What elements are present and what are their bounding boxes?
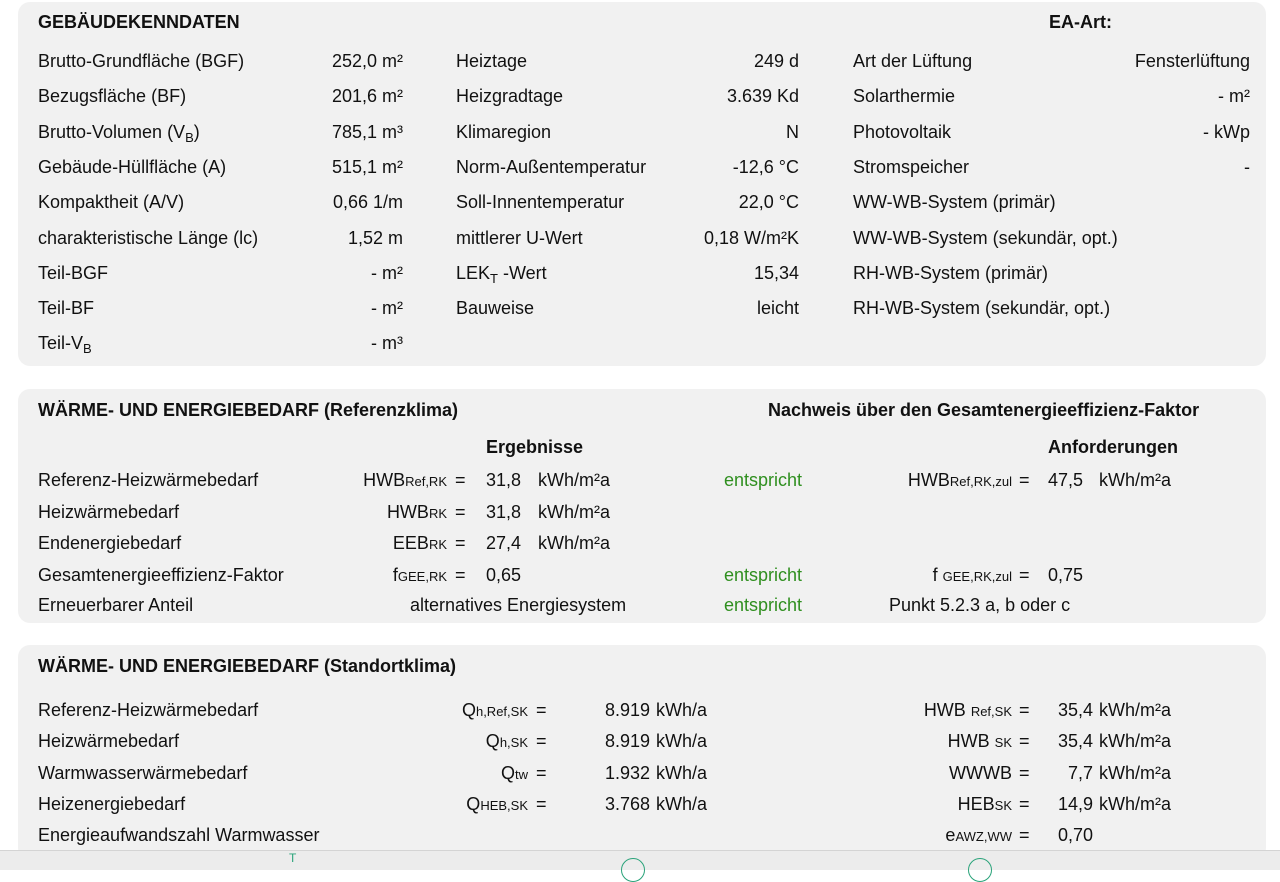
ref-label: Endenergiebedarf — [38, 533, 182, 554]
ref-symbol-base: HWB — [363, 470, 406, 490]
system-label: RH-WB-System (primär) — [853, 262, 1048, 283]
req-symbol-subscript: GEE,RK,zul — [942, 569, 1012, 585]
gk-label — [38, 156, 226, 178]
klima-label — [456, 191, 624, 213]
ref-symbol-subscript: Ref,RK — [405, 474, 447, 489]
gk-label-text: Brutto-Volumen (V — [38, 121, 186, 142]
klima-label-sub: T — [490, 270, 498, 286]
sk-req-symbol — [812, 762, 1012, 784]
req-value: 47,5 — [1048, 470, 1084, 490]
ref-symbol-base: HWB — [386, 501, 429, 522]
sk-req-symbol-subscript: SK — [994, 797, 1012, 813]
sk-req-unit: kWh/m²a — [1099, 700, 1171, 720]
ref-value: 0,65 — [486, 565, 522, 586]
ref-symbol-subscript: RK — [428, 537, 447, 553]
klima-label-text: Heizgradtage — [456, 86, 564, 107]
system-label: WW-WB-System (primär) — [853, 192, 1056, 213]
ref-status: entspricht — [724, 565, 803, 586]
sk-req-symbol-base: WWWB — [949, 762, 1012, 783]
sk-req-value: 35,4 — [1057, 700, 1093, 720]
gk-label — [38, 262, 108, 284]
req-unit: kWh/m²a — [1099, 470, 1171, 490]
ref-symbol — [247, 564, 447, 588]
ref-symbol-subscript: RK — [428, 505, 447, 521]
section-title-referenzklima: WÄRME- UND ENERGIEBEDARF (Referenzklima) — [38, 400, 459, 420]
sk-label: Heizwärmebedarf — [38, 731, 180, 752]
req-equals: = — [1019, 470, 1030, 490]
ref-equals: = — [455, 565, 466, 586]
req-equals: = — [1019, 565, 1030, 586]
sk-label: Warmwasserwärmebedarf — [38, 762, 248, 783]
sk-req-equals: = — [1019, 762, 1030, 783]
ref-symbol — [247, 532, 447, 556]
gk-label — [38, 50, 244, 72]
klima-value: 0,18 W/m²K — [703, 227, 799, 248]
gk-value: 0,66 1/m — [332, 192, 403, 213]
ref-equals: = — [455, 470, 466, 490]
ref-symbol-base: EEB — [392, 533, 429, 554]
sk-req-equals: = — [1019, 700, 1030, 720]
klima-value: 3.639 Kd — [726, 86, 799, 107]
gk-value: 515,1 m² — [331, 156, 403, 177]
gk-value: - m² — [371, 262, 403, 283]
erneuerbarer-anteil-label: Erneuerbarer Anteil — [38, 595, 194, 615]
sk-symbol-subscript: h,SK — [499, 735, 528, 751]
sk-req-symbol-subscript: Ref,SK — [970, 704, 1012, 719]
sk-unit: kWh/a — [656, 762, 708, 783]
gk-label — [38, 227, 258, 249]
erneuerbarer-anteil-requirement: Punkt 5.2.3 a, b oder c — [889, 595, 1071, 615]
klima-label-text: Heiztage — [456, 51, 528, 71]
ref-symbol-subscript: GEE,RK — [397, 569, 447, 585]
sk-symbol — [328, 730, 528, 754]
ref-unit: kWh/m²a — [538, 470, 610, 490]
req-symbol-subscript: Ref,RK,zul — [949, 474, 1012, 489]
ref-value: 31,8 — [486, 501, 522, 522]
sk-req-symbol-base: HEB — [957, 793, 995, 814]
ref-label: Gesamtenergieeffizienz-Faktor — [38, 565, 284, 586]
klima-value: leicht — [756, 298, 799, 319]
sk-symbol-subscript: HEB,SK — [480, 797, 528, 813]
gk-value: 252,0 m² — [331, 51, 403, 71]
ref-symbol-base: f — [392, 565, 398, 586]
ea-art-label: EA-Art: — [1049, 12, 1112, 32]
gk-value: - m³ — [371, 333, 403, 354]
req-symbol — [812, 469, 1012, 493]
sk-value: 8.919 — [604, 731, 650, 752]
klima-label-tail: -Wert — [497, 262, 547, 283]
klima-label — [456, 85, 563, 107]
sk-req-symbol — [812, 793, 1012, 817]
ref-symbol — [247, 501, 447, 525]
gk-label — [38, 332, 92, 357]
sk-unit: kWh/a — [656, 793, 708, 814]
klima-label — [456, 297, 534, 319]
system-label: Solarthermie — [853, 86, 956, 107]
ref-unit: kWh/m²a — [538, 533, 610, 554]
sk-unit: kWh/a — [656, 700, 708, 720]
sk-req-symbol — [812, 824, 1012, 848]
system-label: Photovoltaik — [853, 121, 952, 142]
sk-symbol-base: Q — [485, 731, 500, 752]
sk-symbol — [328, 699, 528, 723]
ergebnisse-header: Ergebnisse — [486, 437, 584, 457]
gk-label — [38, 85, 186, 107]
system-value: - — [1244, 156, 1250, 177]
req-symbol — [812, 564, 1012, 588]
text-tool-icon[interactable]: T — [289, 851, 297, 865]
sk-equals: = — [536, 700, 547, 720]
system-value: Fensterlüftung — [1134, 51, 1250, 71]
sk-req-symbol — [812, 730, 1012, 754]
sk-label: Referenz-Heizwärmebedarf — [38, 700, 259, 720]
anforderungen-header: Anforderungen — [1048, 437, 1178, 457]
ref-unit: kWh/m²a — [538, 501, 610, 522]
gk-value: - m² — [371, 298, 403, 319]
sk-symbol — [328, 762, 528, 786]
sk-label: Energieaufwandszahl Warmwasser — [38, 825, 320, 846]
klima-label-text: LEK — [456, 262, 491, 283]
sk-equals: = — [536, 793, 547, 814]
klima-value: N — [786, 121, 799, 142]
gk-label-tail: ) — [193, 121, 200, 142]
klima-label — [456, 227, 583, 249]
gk-label-text: Teil-BGF — [38, 262, 109, 283]
sk-label: Heizenergiebedarf — [38, 793, 186, 814]
klima-value: 15,34 — [753, 262, 799, 283]
sk-req-symbol-base: HWB — [947, 731, 995, 752]
gk-label-text: Teil-V — [38, 333, 84, 354]
sk-req-unit: kWh/m²a — [1099, 793, 1171, 814]
sk-req-equals: = — [1019, 793, 1030, 814]
section-title-gebaeudekenndaten: GEBÄUDEKENNDATEN — [38, 12, 240, 32]
sk-unit: kWh/a — [656, 731, 708, 752]
sk-req-symbol-subscript: SK — [994, 735, 1012, 751]
gk-label — [38, 191, 184, 213]
gk-label-text: Kompaktheit (A/V) — [38, 192, 185, 213]
klima-value: 22,0 °C — [738, 192, 799, 213]
klima-label — [456, 262, 547, 284]
system-label: RH-WB-System (sekundär, opt.) — [853, 298, 1111, 319]
sk-req-value: 7,7 — [1067, 762, 1093, 783]
req-value: 0,75 — [1048, 565, 1084, 586]
sk-equals: = — [536, 731, 547, 752]
nachweis-title: Nachweis über den Gesamtenergieeffizienz-Faktor — [768, 400, 1200, 420]
ref-symbol — [247, 469, 447, 493]
sk-symbol-base: Q — [500, 762, 515, 783]
ref-equals: = — [455, 533, 466, 554]
sk-symbol-base: Q — [461, 700, 476, 720]
sk-req-symbol-base: HWB — [923, 700, 971, 720]
nav-circle-icon-2[interactable] — [968, 858, 992, 882]
klima-label-text: Norm-Außentemperatur — [456, 156, 647, 177]
sk-req-symbol — [812, 699, 1012, 723]
klima-label — [456, 50, 527, 72]
gk-label-text: charakteristische Länge (lc) — [38, 227, 259, 248]
gk-label — [38, 121, 200, 143]
klima-label-text: Klimaregion — [456, 121, 552, 142]
ref-value: 27,4 — [486, 533, 522, 554]
klima-label-text: Soll-Innentemperatur — [456, 192, 625, 213]
sk-req-value: 14,9 — [1057, 793, 1093, 814]
sk-value: 8.919 — [604, 700, 650, 720]
klima-label — [456, 156, 646, 178]
system-label: WW-WB-System (sekundär, opt.) — [853, 227, 1118, 248]
klima-label-text: mittlerer U-Wert — [456, 227, 583, 248]
gk-label — [38, 297, 94, 319]
sk-equals: = — [536, 762, 547, 783]
klima-value: -12,6 °C — [732, 156, 799, 177]
ref-status: entspricht — [724, 470, 803, 490]
referenzklima-card — [18, 389, 1266, 623]
req-symbol-base: HWB — [907, 470, 950, 490]
system-value: - kWp — [1203, 121, 1250, 142]
sk-symbol — [328, 793, 528, 817]
sk-req-unit: kWh/m²a — [1099, 731, 1171, 752]
erneuerbarer-anteil-status: entspricht — [724, 595, 803, 615]
gk-label-sub: B — [185, 129, 194, 145]
gk-label-text: Bezugsfläche (BF) — [38, 86, 187, 107]
system-label: Art der Lüftung — [853, 51, 973, 71]
sk-req-symbol-base: e — [945, 825, 956, 846]
ref-label: Heizwärmebedarf — [38, 501, 180, 522]
ref-equals: = — [455, 501, 466, 522]
nav-circle-icon-1[interactable] — [621, 858, 645, 882]
gk-value: 1,52 m — [347, 227, 403, 248]
erneuerbarer-anteil-value: alternatives Energiesystem — [410, 595, 627, 615]
klima-label-text: Bauweise — [456, 298, 535, 319]
gk-label-text: Brutto-Grundfläche (BGF) — [38, 51, 245, 71]
gk-value: 785,1 m³ — [331, 121, 403, 142]
sk-symbol-subscript: h,Ref,SK — [475, 704, 528, 719]
sk-req-equals: = — [1019, 731, 1030, 752]
section-title-standortklima: WÄRME- UND ENERGIEBEDARF (Standortklima) — [38, 656, 457, 676]
sk-req-unit: kWh/m²a — [1099, 762, 1171, 783]
system-value: - m² — [1218, 86, 1250, 107]
sk-req-value: 35,4 — [1057, 731, 1093, 752]
sk-value: 1.932 — [604, 762, 650, 783]
sk-symbol-base: Q — [466, 793, 481, 814]
klima-value: 249 d — [753, 51, 799, 71]
sk-req-symbol-subscript: AWZ,WW — [955, 829, 1012, 845]
ref-value: 31,8 — [486, 470, 522, 490]
sk-req-value: 0,70 — [1057, 825, 1093, 846]
sk-value: 3.768 — [604, 793, 650, 814]
gk-label-sub: B — [83, 341, 92, 357]
gk-label-text: Teil-BF — [38, 298, 95, 319]
sk-symbol-subscript: tw — [515, 766, 528, 782]
system-label: Stromspeicher — [853, 156, 970, 177]
req-symbol-base: f — [932, 565, 943, 586]
gk-label-text: Gebäude-Hüllfläche (A) — [38, 156, 227, 177]
sk-req-equals: = — [1019, 825, 1030, 846]
ref-label: Referenz-Heizwärmebedarf — [38, 470, 259, 490]
gk-value: 201,6 m² — [331, 86, 403, 107]
klima-label — [456, 121, 551, 143]
